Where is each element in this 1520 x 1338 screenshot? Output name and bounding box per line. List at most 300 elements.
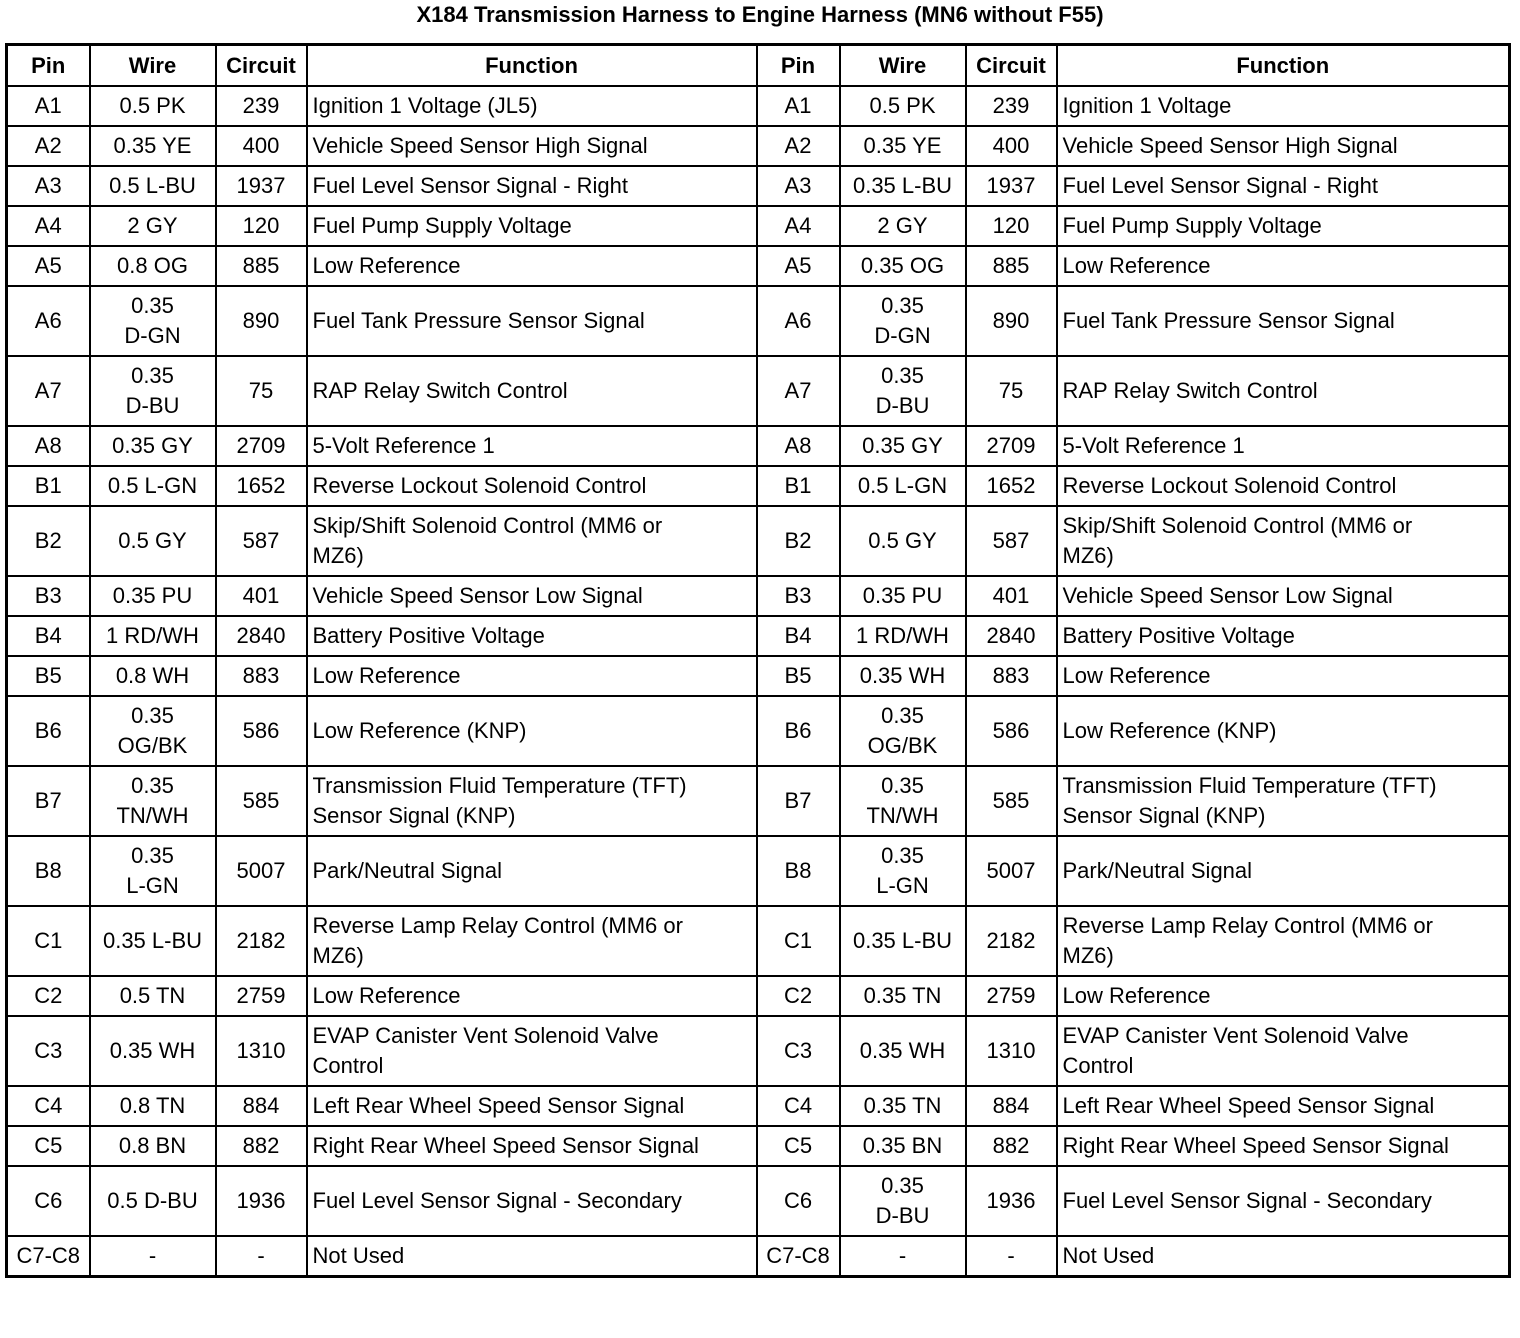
wire-cell (90, 616, 216, 656)
table-row (7, 1236, 1510, 1277)
function-cell-line: MZ6) (1062, 943, 1114, 968)
wire-cell (840, 166, 966, 206)
function-cell-line: Transmission Fluid Temperature (TFT) (1062, 773, 1437, 798)
wire-cell (840, 656, 966, 696)
wire-cell-line: 0.35 (881, 703, 924, 728)
function-cell-line: Fuel Pump Supply Voltage (312, 213, 572, 238)
pin-cell: B2 (757, 506, 840, 576)
wire-cell-line: 0.35 WH (859, 1038, 946, 1063)
wire-cell-line: 0.35 (881, 843, 924, 868)
pin-cell: C4 (7, 1086, 90, 1126)
wire-cell (840, 1016, 966, 1086)
function-cell (307, 976, 757, 1016)
pin-cell: A7 (757, 356, 840, 426)
function-cell (307, 1086, 757, 1126)
wire-cell (840, 576, 966, 616)
wire-cell (840, 246, 966, 286)
function-cell-line: Fuel Pump Supply Voltage (1062, 213, 1322, 238)
wire-cell-line: OG/BK (867, 733, 938, 758)
wire-cell (840, 1086, 966, 1126)
pin-cell: C6 (757, 1166, 840, 1236)
function-cell-line: Left Rear Wheel Speed Sensor Signal (1062, 1093, 1435, 1118)
wire-cell-line: 0.35 GY (862, 433, 943, 458)
wire-cell (90, 1016, 216, 1086)
circuit-cell: 400 (966, 126, 1057, 166)
wire-cell (840, 356, 966, 426)
function-cell-line: Park/Neutral Signal (1062, 858, 1253, 883)
pinout-table-body (7, 86, 1510, 1277)
table-row (7, 906, 1510, 976)
pin-cell: B4 (7, 616, 90, 656)
wire-cell-line: 0.5 L-BU (109, 173, 196, 198)
function-cell (307, 166, 757, 206)
circuit-cell: 1652 (966, 466, 1057, 506)
function-cell-line: Sensor Signal (KNP) (1062, 803, 1266, 828)
function-cell (307, 696, 757, 766)
circuit-cell: 890 (216, 286, 307, 356)
wire-cell (90, 1166, 216, 1236)
circuit-cell: 587 (216, 506, 307, 576)
function-cell (1057, 976, 1510, 1016)
wire-cell (90, 656, 216, 696)
function-cell (307, 1126, 757, 1166)
wire-cell-line: 0.35 PU (112, 583, 193, 608)
function-cell (1057, 1086, 1510, 1126)
wire-cell-line: 0.35 PU (862, 583, 943, 608)
pin-cell: B8 (757, 836, 840, 906)
wire-cell (840, 976, 966, 1016)
wire-cell-line: 0.35 YE (113, 133, 192, 158)
table-row (7, 206, 1510, 246)
function-cell-line: MZ6) (312, 543, 364, 568)
function-cell-line: Not Used (1062, 1243, 1155, 1268)
function-cell (307, 616, 757, 656)
wire-cell (90, 976, 216, 1016)
wire-cell (90, 86, 216, 126)
wire-cell-line: 0.5 L-GN (107, 473, 198, 498)
wire-cell-line: 0.35 (881, 363, 924, 388)
table-row (7, 766, 1510, 836)
pin-cell: A2 (757, 126, 840, 166)
pin-cell: C1 (757, 906, 840, 976)
table-row (7, 696, 1510, 766)
function-cell-line: MZ6) (312, 943, 364, 968)
function-cell (1057, 166, 1510, 206)
wire-cell-line: 0.5 L-GN (857, 473, 948, 498)
function-cell-line: Low Reference (1062, 253, 1211, 278)
function-cell-line: Battery Positive Voltage (312, 623, 545, 648)
pin-cell: A1 (7, 86, 90, 126)
pin-cell: B1 (7, 466, 90, 506)
pin-cell: A4 (757, 206, 840, 246)
wire-cell-line: 1 RD/WH (106, 623, 199, 648)
header-pin: Pin (757, 45, 840, 87)
function-cell-line: Vehicle Speed Sensor High Signal (1062, 133, 1398, 158)
function-cell-line: 5-Volt Reference 1 (312, 433, 495, 458)
wire-cell-line: 0.35 (881, 1173, 924, 1198)
table-row (7, 1166, 1510, 1236)
function-cell (1057, 466, 1510, 506)
circuit-cell: 239 (216, 86, 307, 126)
function-cell-line: EVAP Canister Vent Solenoid Valve (1062, 1023, 1409, 1048)
circuit-cell: 75 (966, 356, 1057, 426)
pin-cell: B7 (7, 766, 90, 836)
function-cell (307, 576, 757, 616)
circuit-cell: 2759 (966, 976, 1057, 1016)
wire-cell-line: 0.35 L-BU (852, 928, 953, 953)
function-cell-line: MZ6) (1062, 543, 1114, 568)
function-cell (1057, 426, 1510, 466)
wire-cell (90, 576, 216, 616)
wire-cell (90, 1126, 216, 1166)
function-cell (307, 1236, 757, 1277)
pin-cell: A7 (7, 356, 90, 426)
function-cell-line: Transmission Fluid Temperature (TFT) (312, 773, 687, 798)
pin-cell: B8 (7, 836, 90, 906)
circuit-cell: 1936 (966, 1166, 1057, 1236)
wire-cell (90, 126, 216, 166)
circuit-cell: 2182 (216, 906, 307, 976)
function-cell-line: Low Reference (312, 253, 461, 278)
function-cell-line: Fuel Level Sensor Signal - Right (1062, 173, 1378, 198)
function-cell (1057, 576, 1510, 616)
circuit-cell: 882 (216, 1126, 307, 1166)
circuit-cell: 2709 (966, 426, 1057, 466)
function-cell-line: Fuel Level Sensor Signal - Right (312, 173, 628, 198)
wire-cell (90, 696, 216, 766)
circuit-cell: 586 (216, 696, 307, 766)
wire-cell-line: 0.35 (131, 843, 174, 868)
function-cell (307, 286, 757, 356)
function-cell (307, 506, 757, 576)
function-cell-line: Low Reference (1062, 663, 1211, 688)
circuit-cell: 1937 (216, 166, 307, 206)
pin-cell: A3 (757, 166, 840, 206)
wire-cell-line: 0.35 BN (862, 1133, 943, 1158)
wire-cell (90, 246, 216, 286)
function-cell-line: Sensor Signal (KNP) (312, 803, 516, 828)
function-cell (1057, 206, 1510, 246)
circuit-cell: 400 (216, 126, 307, 166)
wire-cell-line: 2 GY (127, 213, 178, 238)
function-cell (1057, 286, 1510, 356)
circuit-cell: 884 (216, 1086, 307, 1126)
pin-cell: C3 (757, 1016, 840, 1086)
pin-cell: A6 (7, 286, 90, 356)
table-row (7, 426, 1510, 466)
circuit-cell: 885 (966, 246, 1057, 286)
circuit-cell: 883 (966, 656, 1057, 696)
function-cell-line: Battery Positive Voltage (1062, 623, 1295, 648)
table-row (7, 1126, 1510, 1166)
wire-cell (840, 206, 966, 246)
function-cell (307, 836, 757, 906)
function-cell-line: Control (1062, 1053, 1134, 1078)
wire-cell-line: D-BU (875, 1203, 930, 1228)
wire-cell (840, 906, 966, 976)
function-cell-line: Reverse Lockout Solenoid Control (312, 473, 647, 498)
table-row (7, 616, 1510, 656)
wire-cell (90, 286, 216, 356)
function-cell (1057, 86, 1510, 126)
wire-cell-line: 0.35 (131, 773, 174, 798)
wire-cell-line: - (898, 1243, 907, 1268)
pin-cell: B6 (7, 696, 90, 766)
table-row (7, 836, 1510, 906)
circuit-cell: 2182 (966, 906, 1057, 976)
circuit-cell: 120 (216, 206, 307, 246)
wire-cell (90, 506, 216, 576)
wire-cell-line: 0.5 GY (118, 528, 187, 553)
circuit-cell: 883 (216, 656, 307, 696)
pin-cell: B5 (7, 656, 90, 696)
header-circuit: Circuit (216, 45, 307, 87)
pin-cell: A5 (7, 246, 90, 286)
wire-cell (840, 286, 966, 356)
table-row (7, 466, 1510, 506)
header-function: Function (1057, 45, 1510, 87)
wire-cell (840, 616, 966, 656)
function-cell (1057, 246, 1510, 286)
function-cell-line: Reverse Lamp Relay Control (MM6 or (1062, 913, 1433, 938)
wire-cell-line: 0.35 (881, 293, 924, 318)
function-cell (1057, 836, 1510, 906)
circuit-cell: 2709 (216, 426, 307, 466)
wire-cell-line: - (148, 1243, 157, 1268)
wire-cell (90, 1086, 216, 1126)
wire-cell-line: L-GN (876, 873, 929, 898)
table-row (7, 1016, 1510, 1086)
function-cell (307, 466, 757, 506)
wire-cell-line: 0.5 GY (868, 528, 937, 553)
function-cell-line: Low Reference (1062, 983, 1211, 1008)
pin-cell: B2 (7, 506, 90, 576)
table-row (7, 576, 1510, 616)
table-row (7, 246, 1510, 286)
function-cell-line: Fuel Tank Pressure Sensor Signal (1062, 308, 1395, 333)
function-cell (307, 1016, 757, 1086)
wire-cell-line: 0.35 WH (109, 1038, 196, 1063)
wire-cell (90, 426, 216, 466)
wire-cell (90, 766, 216, 836)
circuit-cell: 120 (966, 206, 1057, 246)
circuit-cell: 1652 (216, 466, 307, 506)
wire-cell-line: 0.5 PK (869, 93, 936, 118)
wire-cell (840, 1126, 966, 1166)
circuit-cell: 5007 (966, 836, 1057, 906)
wire-cell-line: 0.35 L-BU (102, 928, 203, 953)
table-row (7, 126, 1510, 166)
function-cell-line: 5-Volt Reference 1 (1062, 433, 1245, 458)
function-cell-line: Skip/Shift Solenoid Control (MM6 or (312, 513, 663, 538)
pin-cell: A6 (757, 286, 840, 356)
function-cell-line: Low Reference (312, 663, 461, 688)
wire-cell-line: 0.5 PK (119, 93, 186, 118)
wire-cell-line: 0.35 YE (863, 133, 942, 158)
circuit-cell: 2759 (216, 976, 307, 1016)
header-pin: Pin (7, 45, 90, 87)
circuit-cell: 1937 (966, 166, 1057, 206)
table-row (7, 656, 1510, 696)
circuit-cell: 885 (216, 246, 307, 286)
function-cell-line: Left Rear Wheel Speed Sensor Signal (312, 1093, 685, 1118)
circuit-cell: - (216, 1236, 307, 1277)
function-cell (1057, 1236, 1510, 1277)
wire-cell (840, 506, 966, 576)
function-cell (307, 356, 757, 426)
function-cell (307, 206, 757, 246)
wire-cell (90, 466, 216, 506)
circuit-cell: 1310 (216, 1016, 307, 1086)
function-cell (307, 426, 757, 466)
circuit-cell: 401 (216, 576, 307, 616)
header-row (7, 45, 1510, 87)
pin-cell: B1 (757, 466, 840, 506)
pin-cell: C7-C8 (7, 1236, 90, 1277)
circuit-cell: 2840 (216, 616, 307, 656)
function-cell-line: Vehicle Speed Sensor Low Signal (1062, 583, 1393, 608)
wire-cell-line: 0.8 WH (115, 663, 190, 688)
circuit-cell: 882 (966, 1126, 1057, 1166)
pin-cell: C2 (7, 976, 90, 1016)
wire-cell (90, 166, 216, 206)
table-row (7, 506, 1510, 576)
table-row (7, 86, 1510, 126)
pin-cell: C7-C8 (757, 1236, 840, 1277)
pin-cell: B3 (757, 576, 840, 616)
wire-cell (840, 126, 966, 166)
function-cell-line: Control (312, 1053, 384, 1078)
function-cell-line: Low Reference (KNP) (312, 718, 527, 743)
function-cell-line: RAP Relay Switch Control (1062, 378, 1318, 403)
pin-cell: C4 (757, 1086, 840, 1126)
pin-cell: C5 (757, 1126, 840, 1166)
pin-cell: A8 (7, 426, 90, 466)
pin-cell: B3 (7, 576, 90, 616)
function-cell-line: Right Rear Wheel Speed Sensor Signal (1062, 1133, 1449, 1158)
pin-cell: B4 (757, 616, 840, 656)
function-cell-line: Ignition 1 Voltage (JL5) (312, 93, 538, 118)
pin-cell: A5 (757, 246, 840, 286)
circuit-cell: 75 (216, 356, 307, 426)
pin-cell: B6 (757, 696, 840, 766)
function-cell (1057, 656, 1510, 696)
wire-cell (840, 766, 966, 836)
circuit-cell: 5007 (216, 836, 307, 906)
circuit-cell: 587 (966, 506, 1057, 576)
wire-cell (840, 426, 966, 466)
function-cell-line: Fuel Level Sensor Signal - Secondary (312, 1188, 682, 1213)
wire-cell-line: 0.35 (131, 363, 174, 388)
pin-cell: A8 (757, 426, 840, 466)
wire-cell-line: 0.35 (131, 293, 174, 318)
wire-cell-line: 0.8 OG (117, 253, 188, 278)
wire-cell (90, 206, 216, 246)
function-cell (307, 86, 757, 126)
wire-cell-line: 0.8 BN (118, 1133, 187, 1158)
circuit-cell: 401 (966, 576, 1057, 616)
function-cell-line: Vehicle Speed Sensor Low Signal (312, 583, 643, 608)
function-cell-line: RAP Relay Switch Control (312, 378, 568, 403)
circuit-cell: 586 (966, 696, 1057, 766)
function-cell-line: Fuel Tank Pressure Sensor Signal (312, 308, 645, 333)
wire-cell (90, 836, 216, 906)
table-row (7, 976, 1510, 1016)
function-cell (1057, 356, 1510, 426)
pin-cell: C1 (7, 906, 90, 976)
function-cell-line: Fuel Level Sensor Signal - Secondary (1062, 1188, 1432, 1213)
circuit-cell: - (966, 1236, 1057, 1277)
wire-cell-line: D-BU (875, 393, 930, 418)
function-cell (1057, 766, 1510, 836)
circuit-cell: 884 (966, 1086, 1057, 1126)
function-cell (1057, 1166, 1510, 1236)
function-cell (307, 246, 757, 286)
wire-cell-line: 0.35 (881, 773, 924, 798)
wire-cell (840, 1166, 966, 1236)
function-cell (1057, 506, 1510, 576)
function-cell-line: Reverse Lamp Relay Control (MM6 or (312, 913, 683, 938)
wire-cell-line: 0.5 D-BU (107, 1188, 198, 1213)
pin-cell: C6 (7, 1166, 90, 1236)
pin-cell: C3 (7, 1016, 90, 1086)
circuit-cell: 1310 (966, 1016, 1057, 1086)
function-cell-line: Low Reference (312, 983, 461, 1008)
function-cell-line: EVAP Canister Vent Solenoid Valve (312, 1023, 659, 1048)
header-wire: Wire (90, 45, 216, 87)
function-cell-line: Skip/Shift Solenoid Control (MM6 or (1062, 513, 1413, 538)
wire-cell-line: TN/WH (866, 803, 939, 828)
function-cell (1057, 126, 1510, 166)
table-row (7, 1086, 1510, 1126)
pin-cell: C2 (757, 976, 840, 1016)
wire-cell-line: 2 GY (877, 213, 928, 238)
function-cell-line: Reverse Lockout Solenoid Control (1062, 473, 1397, 498)
table-row (7, 286, 1510, 356)
wire-cell (840, 86, 966, 126)
wire-cell-line: 0.35 WH (859, 663, 946, 688)
function-cell (307, 766, 757, 836)
pin-cell: A4 (7, 206, 90, 246)
circuit-cell: 890 (966, 286, 1057, 356)
wire-cell (840, 466, 966, 506)
function-cell (1057, 616, 1510, 656)
function-cell (1057, 1016, 1510, 1086)
pin-cell: B7 (757, 766, 840, 836)
function-cell (307, 126, 757, 166)
wire-cell-line: L-GN (126, 873, 179, 898)
function-cell-line: Right Rear Wheel Speed Sensor Signal (312, 1133, 699, 1158)
wire-cell-line: 1 RD/WH (856, 623, 949, 648)
pin-cell: A2 (7, 126, 90, 166)
circuit-cell: 239 (966, 86, 1057, 126)
wire-cell-line: D-GN (874, 323, 931, 348)
wire-cell-line: D-BU (125, 393, 180, 418)
function-cell (1057, 906, 1510, 976)
wire-cell-line: 0.35 TN (863, 983, 942, 1008)
wire-cell-line: 0.35 OG (860, 253, 945, 278)
circuit-cell: 585 (966, 766, 1057, 836)
function-cell-line: Not Used (312, 1243, 405, 1268)
header-wire: Wire (840, 45, 966, 87)
circuit-cell: 2840 (966, 616, 1057, 656)
function-cell (1057, 696, 1510, 766)
document-title: X184 Transmission Harness to Engine Harness (MN6 without F55) (416, 2, 1104, 27)
wire-cell (90, 1236, 216, 1277)
wire-cell-line: 0.35 L-BU (852, 173, 953, 198)
wire-cell-line: D-GN (124, 323, 181, 348)
wire-cell-line: TN/WH (116, 803, 189, 828)
